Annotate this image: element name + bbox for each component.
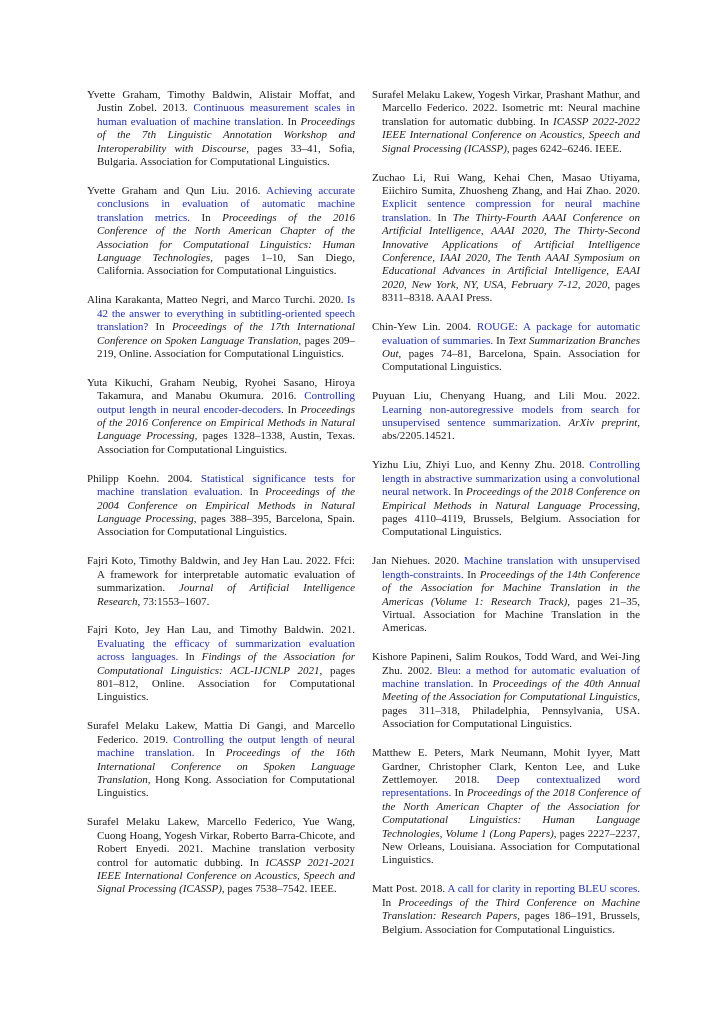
reference-title-link[interactable]: Bleu: a method for automatic evaluation of machine translation. xyxy=(382,664,640,691)
reference-entry: Surafel Melaku Lakew, Yogesh Virkar, Prashant Mathur, and Marcello Federico. 2022. Isometric mt: Neural machine translation for automatic dubbing. In ICASSP 2022-2022 IEEE International Conference on Acoustics, Speech and Signal Processing (ICASSP), pages 6242–6246. IEEE. xyxy=(372,89,641,155)
reference-entry: Chin-Yew Lin. 2004. ROUGE: A package for automatic evaluation of summaries. In Text Summarization Branches Out, pages 74–81, Barcelona, Spain. Association for Computational Linguistics. xyxy=(372,321,640,374)
reference-title-link[interactable]: Evaluating the efficacy of summarization evaluation across languages. xyxy=(97,637,355,664)
reference-entry: Yuta Kikuchi, Graham Neubig, Ryohei Sasano, Hiroya Takamura, and Manabu Okumura. 2016. Controlling output length in neural encoder-decoders. In Proceedings of the 2016 Conference on Empirical Methods in Natural Language Processing, pages 1328–1338, Austin, Texas. Association for Computational Linguistics. xyxy=(87,376,356,456)
references-left-column xyxy=(87,89,355,912)
reference-title-link[interactable]: A call for clarity in reporting BLEU scores. xyxy=(447,883,640,896)
reference-title-link[interactable]: Machine translation with unsupervised length-constraints. xyxy=(382,555,640,581)
reference-entry: Jan Niehues. 2020. Machine translation with unsupervised length-constraints. In Proceedings of the 14th Conference of the Association for Machine Translation in the Americas (Volume 1: Research Track), pages 21–35, Virtual. Association for Machine Translation in the Americas. xyxy=(372,555,641,635)
reference-title-link[interactable]: Statistical significance tests for machine translation evaluation. xyxy=(97,472,356,499)
reference-entry: Matt Post. 2018. A call for clarity in reporting BLEU scores. In Proceedings of the Third Conference on Machine Translation: Research Papers, pages 186–191, Brussels, Belgium. Association for Computational Linguistics. xyxy=(372,883,640,936)
references-right-column xyxy=(372,89,640,952)
reference-title-link[interactable]: ROUGE: A package for automatic evaluation of summaries. xyxy=(382,321,640,347)
reference-entry: Matthew E. Peters, Mark Neumann, Mohit Iyyer, Matt Gardner, Christopher Clark, Kenton Lee, and Luke Zettlemoyer. 2018. Deep contextualized word representations. In Proceedings of the 2018 Conference of the North American Chapter of the Association for Computational Linguistics: Human Language Technologies, Volume 1 (Long Papers), pages 2227–2237, New Orleans, Louisiana. Association for Computational Linguistics. xyxy=(372,747,641,867)
reference-title-link[interactable]: Controlling length in abstractive summarization using a convolutional neural network. xyxy=(382,459,640,499)
reference-title-link[interactable]: Learning non-autoregressive models from search for unsupervised sentence summarization. xyxy=(382,403,640,430)
reference-entry: Surafel Melaku Lakew, Mattia Di Gangi, and Marcello Federico. 2019. Controlling the output length of neural machine translation. In Proceedings of the 16th International Conference on Spoken Language Translation, Hong Kong. Association for Computational Linguistics. xyxy=(87,720,356,800)
reference-title-link[interactable]: Controlling output length in neural encoder-decoders. xyxy=(97,390,356,416)
reference-entry: Yizhu Liu, Zhiyi Luo, and Kenny Zhu. 2018. Controlling length in abstractive summarization using a convolutional neural network. In Proceedings of the 2018 Conference on Empirical Methods in Natural Language Processing, pages 4110–4119, Brussels, Belgium. Association for Computational Linguistics. xyxy=(372,459,641,539)
reference-entry: Yvette Graham, Timothy Baldwin, Alistair Moffat, and Justin Zobel. 2013. Continuous measurement scales in human evaluation of machine translation. In Proceedings of the 7th Linguistic Annotation Workshop and Interoperability with Discourse, pages 33–41, Sofia, Bulgaria. Association for Computational Linguistics. xyxy=(87,89,356,169)
reference-entry: Surafel Melaku Lakew, Marcello Federico, Yue Wang, Cuong Hoang, Yogesh Virkar, Roberto Barra-Chicote, and Robert Enyedi. 2021. Machine translation verbosity control for automatic dubbing. In ICASSP 2021-2021 IEEE International Conference on Acoustics, Speech and Signal Processing (ICASSP), pages 7538–7542. IEEE. xyxy=(87,816,356,896)
reference-title-link[interactable]: Continuous measurement scales in human evaluation of machine translation. xyxy=(97,102,355,128)
reference-entry: Zuchao Li, Rui Wang, Kehai Chen, Masao Utiyama, Eiichiro Sumita, Zhuosheng Zhang, and Hai Zhao. 2020. Explicit sentence compression for neural machine translation. In The Thirty-Fourth AAAI Conference on Artificial Intelligence, AAAI 2020, The Thirty-Second Innovative Applications of Artificial Intelligence Conference, IAAI 2020, The Tenth AAAI Symposium on Educational Advances in Artificial Intelligence, EAAI 2020, New York, NY, USA, February 7-12, 2020, pages 8311–8318. AAAI Press. xyxy=(372,171,641,305)
reference-title-link[interactable]: Controlling the output length of neural machine translation. xyxy=(97,733,356,760)
reference-entry: Alina Karakanta, Matteo Negri, and Marco Turchi. 2020. Is 42 the answer to everything in subtitling-oriented speech translation? In Proceedings of the 17th International Conference on Spoken Language Translation, pages 209–219, Online. Association for Computational Linguistics. xyxy=(87,294,355,360)
reference-entry: Yvette Graham and Qun Liu. 2016. Achieving accurate conclusions in evaluation of automatic machine translation metrics. In Proceedings of the 2016 Conference of the North American Chapter of the Association for Computational Linguistics: Human Language Technologies, pages 1–10, San Diego, California. Association for Computational Linguistics. xyxy=(87,184,356,278)
reference-title-link[interactable]: Is 42 the answer to everything in subtitling-oriented speech translation? xyxy=(97,294,355,334)
reference-entry: Puyuan Liu, Chenyang Huang, and Lili Mou. 2022. Learning non-autoregressive models from search for unsupervised sentence summarization. ArXiv preprint, abs/2205.14521. xyxy=(372,390,640,443)
reference-title-link[interactable]: Explicit sentence compression for neural machine translation. xyxy=(382,198,640,224)
reference-entry: Kishore Papineni, Salim Roukos, Todd Ward, and Wei-Jing Zhu. 2002. Bleu: a method for automatic evaluation of machine translation. In Proceedings of the 40th Annual Meeting of the Association for Computational Linguistics, pages 311–318, Philadelphia, Pennsylvania, USA. Association for Computational Linguistics. xyxy=(372,651,640,731)
reference-entry: Philipp Koehn. 2004. Statistical significance tests for machine translation evaluation. In Proceedings of the 2004 Conference on Empirical Methods in Natural Language Processing, pages 388–395, Barcelona, Spain. Association for Computational Linguistics. xyxy=(87,472,356,539)
reference-title-link[interactable]: Deep contextualized word representations. xyxy=(382,773,641,800)
reference-entry: Fajri Koto, Timothy Baldwin, and Jey Han Lau. 2022. Ffci: A framework for interpretable automatic evaluation of summarization. Journal of Artificial Intelligence Research, 73:1553–1607. xyxy=(87,555,356,608)
reference-entry: Fajri Koto, Jey Han Lau, and Timothy Baldwin. 2021. Evaluating the efficacy of summarization evaluation across languages. In Findings of the Association for Computational Linguistics: ACL-IJCNLP 2021, pages 801–812, Online. Association for Computational Linguistics. xyxy=(87,624,355,704)
reference-title-link[interactable]: Achieving accurate conclusions in evaluation of automatic machine translation metrics. xyxy=(97,184,356,224)
